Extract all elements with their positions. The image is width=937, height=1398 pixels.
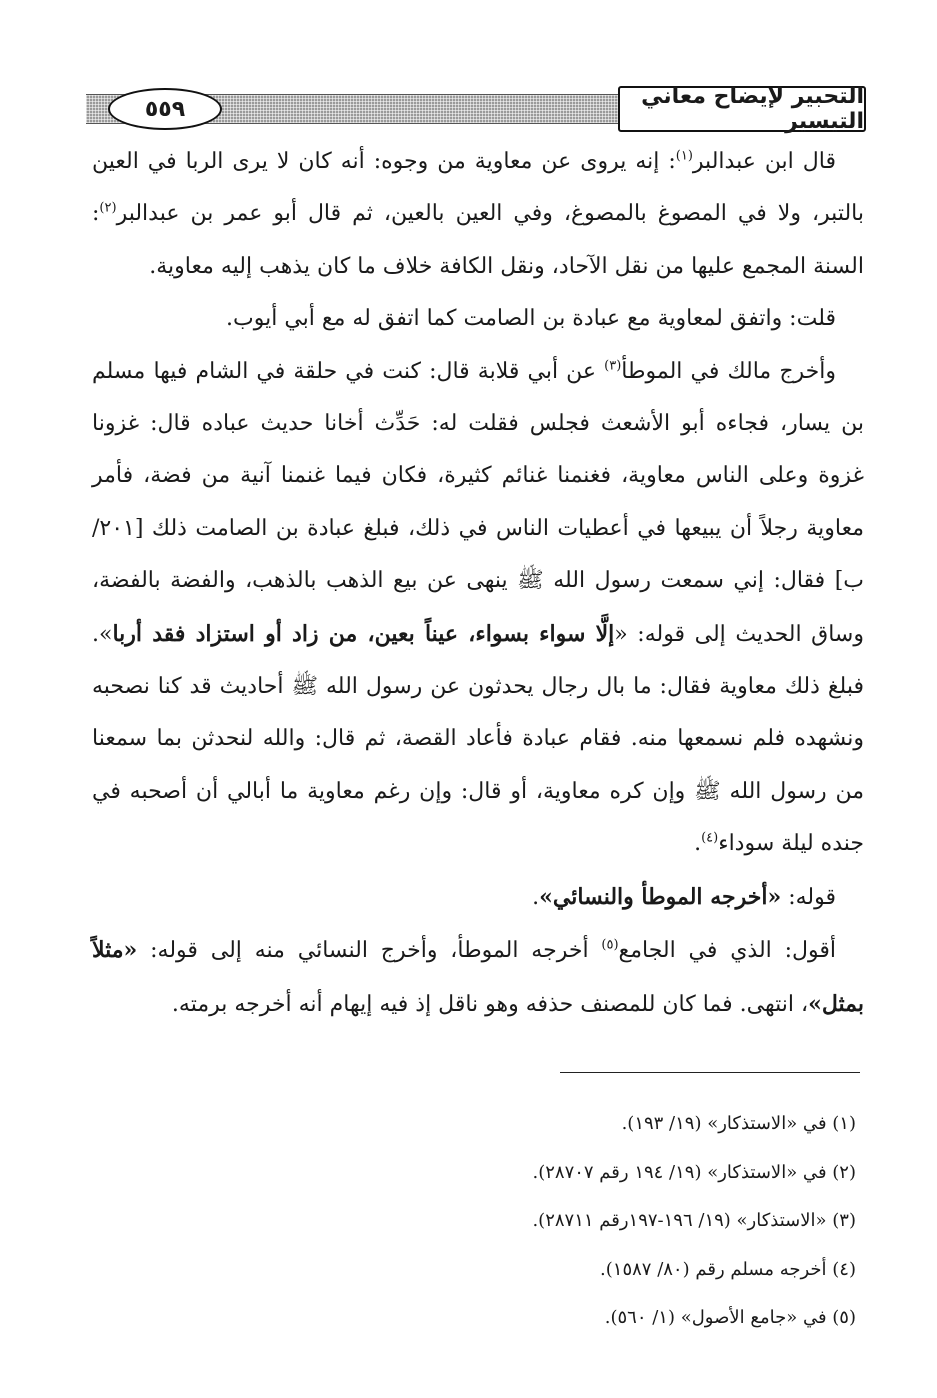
footnote-4: (٤) أخرجه مسلم رقم (٨٠/ ١٥٨٧). [600, 1258, 856, 1280]
footnote-ref-5: (٥) [601, 937, 619, 953]
hadith-quote: إلَّا سواء بسواء، عيناً بعين، من زاد أو استزاد فقد أربا [112, 620, 615, 647]
footnote-ref-2: (٢) [99, 201, 117, 217]
page-header [86, 86, 866, 132]
footnote-divider [560, 1072, 860, 1073]
footnote-3: (٣) «الاستذكار» (١٩/ ١٩٦-١٩٧رقم ٢٨٧١١). [532, 1210, 856, 1231]
text-run: ». فبلغ ذلك معاوية فقال: ما بال رجال يحدثون عن رسول الله ﷺ أحاديث قد كنا نصحبه ونشهده فلم نسمعها منه. فقام عبادة فأعاد القصة، ثم قال: والله لنحدثن بما سمعنا من رسول الله ﷺ وإن كره معاوية، أو قال: وإن رغم معاوية ما أبالي أن أصحبه في جنده ليلة سوداء [92, 621, 864, 857]
footnote-5: (٥) في «جامع الأصول» (١/ ٥٦٠). [604, 1307, 856, 1328]
book-title: التحبير لإيضاح معاني التيسير [641, 84, 864, 134]
text-run: ، انتهى. فما كان للمصنف حذفه وهو ناقل إذ فيه إيهام أنه أخرجه برمته. [171, 991, 809, 1017]
text-run: أقول: الذي في الجامع [618, 938, 836, 964]
paragraph-3 [92, 346, 864, 871]
quoted-phrase: «أخرجه الموطأ والنسائي» [539, 883, 782, 910]
text-run: أخرجه الموطأ، وأخرج النسائي منه إلى قوله: [137, 938, 602, 964]
footnote-2: (٢) في «الاستذكار» (١٩/ ١٩٤ رقم ٢٨٧٠٧). [532, 1161, 856, 1183]
paragraph-2: قلت: واتفق لمعاوية مع عبادة بن الصامت كما اتفق له مع أبي أيوب. [226, 306, 836, 332]
paragraph-4 [92, 871, 864, 924]
footnote-ref-3: (٣) [604, 358, 622, 374]
book-title-box [618, 86, 866, 132]
footnotes [92, 1100, 864, 1343]
paragraph-1 [92, 136, 864, 293]
footnote-1: (١) في «الاستذكار» (١٩/ ١٩٣). [621, 1113, 856, 1134]
text-run: وأخرج مالك في الموطأ [621, 358, 836, 384]
text-run: . [532, 884, 540, 910]
main-text [92, 136, 864, 1031]
paragraph-5 [92, 924, 864, 1031]
footnote-ref-1: (١) [675, 148, 693, 164]
text-run: قال ابن عبدالبر [692, 149, 836, 174]
footnote-ref-4: (٤) [701, 830, 719, 846]
quoted-phrase: «مثلاً بمثل» [92, 937, 864, 1017]
text-run: قوله: [781, 884, 836, 910]
page-number-oval [108, 88, 222, 130]
page-number: ٥٥٩ [144, 96, 186, 122]
text-run: : إنه يروى عن معاوية من وجوه: أنه كان لا يرى الربا في العين بالتبر، ولا في المصوغ بالمصوغ، وفي العين بالعين، ثم قال أبو عمر بن عبدالبر [92, 149, 864, 227]
text-run: عن أبي قلابة قال: كنت في حلقة في الشام فيها مسلم بن يسار، فجاءه أبو الأشعث فجلس فقلت له: حَدِّث أخانا حديث عباده قال: غزونا غزوة وعلى الناس معاوية، فغنمنا غنائم كثيرة، فكان فيما غنمنا آنية من فضة، فأمر معاوية رجلاً أن يبيعها في أعطيات الناس في ذلك، فبلغ عبادة بن الصامت ذلك [٢٠١/ ب] فقال: إني سمعت رسول الله ﷺ ينهى عن بيع الذهب بالذهب، والفضة بالفضة، وساق الحديث إلى قوله: « [92, 358, 864, 647]
text-run: . [694, 831, 702, 857]
text-run: : السنة المجمع عليها من نقل الآحاد، ونقل الكافة خلاف ما كان يذهب إليه معاوية. [92, 201, 864, 279]
